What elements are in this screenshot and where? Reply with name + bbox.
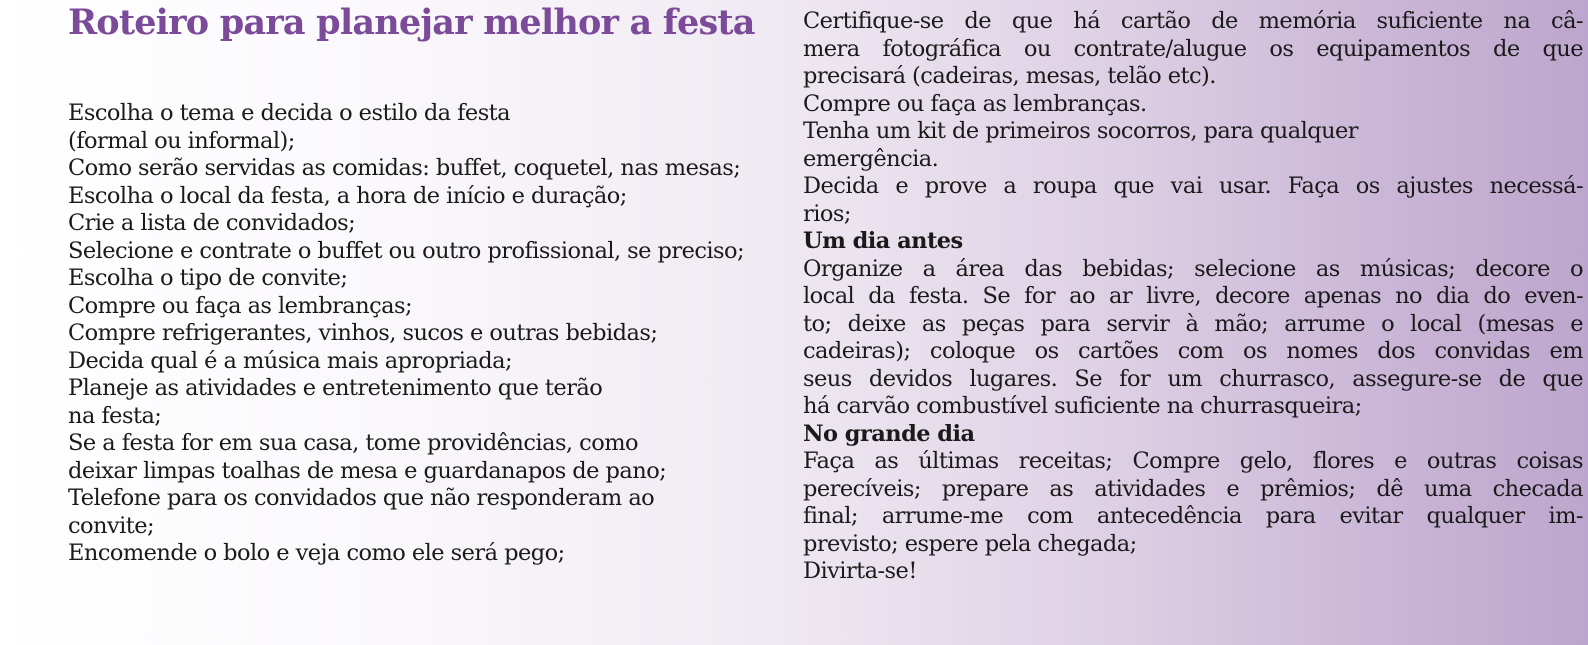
left-text-line: Telefone para os convidados que não responderam ao [68, 485, 655, 511]
left-text-line: Decida qual é a música mais apropriada; [68, 347, 513, 374]
right-text-line: Certifique-se de que há cartão de memória suficiente na câ- [803, 8, 1583, 34]
right-text-line: local da festa. Se for ao ar livre, decore apenas no dia do even- [803, 283, 1583, 309]
left-text-line: Selecione e contrate o buffet ou outro profissional, se preciso; [68, 237, 745, 264]
right-text-line: final; arrume-me com antecedência para evitar qualquer im- [803, 503, 1583, 529]
right-text-line: emergência. [803, 145, 939, 172]
right-column [803, 8, 1583, 586]
right-text-line: Divirta-se! [803, 558, 917, 584]
right-text-line: to; deixe as peças para servir à mão; arrume o local (mesas e [803, 310, 1583, 337]
right-text-line: perecíveis; prepare as atividades e prêmios; dê uma checada [803, 475, 1583, 502]
right-text-line: precisará (cadeiras, mesas, telão etc). [803, 63, 1216, 89]
left-text-line: convite; [68, 512, 155, 539]
section-heading: No grande dia [803, 420, 975, 447]
right-text-line: Decida e prove a roupa que vai usar. Faça os ajustes necessá- [803, 173, 1583, 199]
right-text-line: cadeiras); coloque os cartões com os nomes dos convidas em [803, 338, 1583, 364]
right-text-line: Organize a área das bebidas; selecione as músicas; decore o [803, 255, 1583, 282]
left-text-line: Encomende o bolo e veja como ele será pego; [68, 540, 565, 566]
right-text-line: Tenha um kit de primeiros socorros, para qualquer [803, 118, 1359, 144]
left-text-line: Compre ou faça as lembranças; [68, 292, 413, 319]
left-text-line: (formal ou informal); [68, 127, 295, 154]
left-text-line: deixar limpas toalhas de mesa e guardanapos de pano; [68, 457, 667, 484]
right-text-line: Faça as últimas receitas; Compre gelo, flores e outras coisas [803, 448, 1583, 474]
left-column [68, 100, 783, 568]
right-text-line: previsto; espere pela chegada; [803, 530, 1137, 557]
left-text-line: Escolha o local da festa, a hora de início e duração; [68, 182, 627, 209]
right-text-line: há carvão combustível suficiente na churrasqueira; [803, 393, 1362, 419]
left-text-line: na festa; [68, 402, 162, 429]
left-text-line: Planeje as atividades e entretenimento que terão [68, 375, 603, 401]
left-text-line: Crie a lista de convidados; [68, 210, 356, 236]
left-text-line: Compre refrigerantes, vinhos, sucos e outras bebidas; [68, 320, 658, 346]
left-text-line: Escolha o tipo de convite; [68, 265, 348, 291]
right-text-line: rios; [803, 200, 851, 227]
section-heading: Um dia antes [803, 228, 963, 254]
left-text-line: Escolha o tema e decida o estilo da festa [68, 100, 511, 126]
left-text-line: Como serão servidas as comidas: buffet, coquetel, nas mesas; [68, 155, 741, 181]
page-title: Roteiro para planejar melhor a festa [68, 2, 755, 43]
right-text-line: seus devidos lugares. Se for um churrasco, assegure-se de que [803, 365, 1583, 392]
right-text-line: Compre ou faça as lembranças. [803, 90, 1147, 117]
right-text-line: mera fotográfica ou contrate/alugue os equipamentos de que [803, 35, 1583, 62]
left-text-line: Se a festa for em sua casa, tome providências, como [68, 430, 638, 456]
